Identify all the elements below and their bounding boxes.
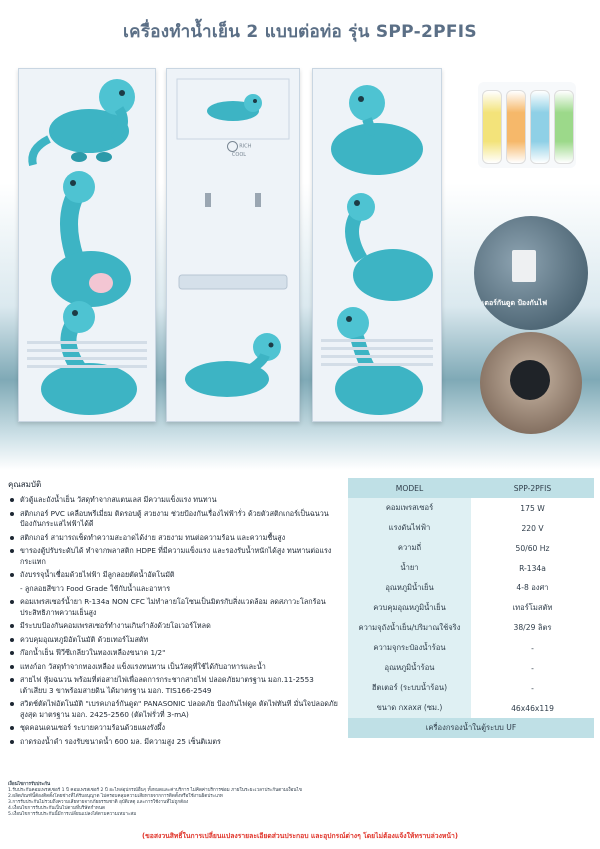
spec-label: ความจุกระป๋องน้ำร้อน: [348, 638, 471, 658]
filter-cartridge-2: [506, 90, 526, 164]
filter-cartridge-1: [482, 90, 502, 164]
filter-cartridge-4: [554, 90, 574, 164]
spec-table-footer: [348, 718, 594, 738]
spec-table: [348, 478, 594, 738]
spec-row: [348, 498, 594, 518]
spec-label: ควบคุมอุณหภูมิน้ำเย็น: [348, 598, 471, 618]
breaker-caption: เตอร์กันดูด ป้องกันไฟ: [482, 299, 548, 307]
filter-cartridge-3: [530, 90, 550, 164]
plug-inset-image: [480, 332, 582, 434]
warranty-line: 4.เงื่อนไขการรับประกันเป็นไปตามที่บริษัทกำหนด: [8, 806, 105, 811]
brand-logo: [219, 141, 259, 159]
breaker-inset-image: [474, 216, 588, 330]
brand-name: RICH COOL: [231, 143, 252, 158]
spec-label: ฮีตเตอร์ (ระบบน้ำร้อน): [348, 678, 471, 698]
spec-value: -: [471, 658, 594, 678]
cabinet-right-panel: [312, 68, 442, 422]
warranty-line: 1.รับประกันคอมเพรสเซอร์ 1 ปี คอมเพรสเซอร์ 2 ปี อะไหล่อุปกรณ์อื่นๆ ทั้งหมดและค่าบริการ ไม่คิดค่าบริการซ่อม ภายในระยะเวลาประกันตามเงื่อนไข: [8, 788, 303, 793]
spec-label: ความจุถังน้ำเย็น/ปริมาณใช้จริง: [348, 618, 471, 638]
spec-value: 46x46x119: [471, 698, 594, 718]
spec-label: แรงดันไฟฟ้า: [348, 518, 471, 538]
spec-label: อุณหภูมิน้ำเย็น: [348, 578, 471, 598]
feature-sub-item: - ลูกลอยสีขาว Food Grade ใช้กับน้ำและอาหาร: [20, 583, 171, 593]
page-title: เครื่องทำน้ำเย็น 2 แบบต่อท่อ รุ่น SPP-2PFIS: [123, 22, 477, 42]
spec-footer-text: เครื่องกรองน้ำในตู้ระบบ UF: [348, 718, 594, 738]
spec-value: 50/60 Hz: [471, 538, 594, 558]
spec-header-value: SPP-2PFIS: [471, 478, 594, 498]
spec-row: [348, 518, 594, 538]
warranty-notes: [8, 782, 588, 818]
feature-item: สติกเกอร์ PVC เคลือบพรีเมี่ยม ติดรอบตู้ สวยงาม ช่วยป้องกันเรื่องไฟฟ้ารั่ว ด้วยตัวสติกเกอร์เป็นฉนวนป้องกันกระแสไฟฟ้าได้ดี: [8, 509, 342, 530]
spec-row: [348, 558, 594, 578]
spec-value: 38/29 ลิตร: [471, 618, 594, 638]
product-hero-image: [0, 60, 600, 470]
spec-value: 175 W: [471, 498, 594, 518]
plug-head: [510, 360, 550, 400]
brand-logo-mark: [227, 141, 238, 152]
feature-item: แทงก์อก วัสดุทำจากทองเหลือง แข็งแรงทนทาน เป็นวัสดุที่ใช้ได้กับอาหารและน้ำ: [8, 662, 342, 673]
spec-row: [348, 538, 594, 558]
spec-label: น้ำยา: [348, 558, 471, 578]
spec-table-header: [348, 478, 594, 498]
breaker-switch: [512, 250, 536, 282]
cabinet-left-panel: [18, 68, 156, 422]
feature-item: ชุดคอนเดนเซอร์ ระบายความร้อนด้วยแผงรังผึ้ง: [8, 723, 342, 734]
spec-label: คอมเพรสเซอร์: [348, 498, 471, 518]
spec-row: [348, 618, 594, 638]
spec-row: [348, 698, 594, 718]
spec-row: [348, 598, 594, 618]
feature-item: มีระบบป้องกันคอมเพรสเซอร์ทำงานเกินกำลังด้วยโอเวอร์โหลด: [8, 621, 342, 632]
warranty-heading: เงื่อนไขการรับประกัน: [8, 782, 51, 787]
spec-value: 4-8 องศา: [471, 578, 594, 598]
feature-item: ถังบรรจุน้ำเชื่อมด้วยไฟฟ้า มีลูกลอยตัดน้ำอัตโนมัติ: [8, 570, 342, 581]
spec-value: 220 V: [471, 518, 594, 538]
spec-value: R-134a: [471, 558, 594, 578]
warranty-line: 3.การรับประกันไม่รวมถึงความเสียหายจากภัยธรรมชาติ อุบัติเหตุ และการใช้งานที่ไม่ถูกต้อง: [8, 800, 189, 805]
dinosaur-sticker-right: [313, 69, 441, 421]
features-list-continued: [8, 597, 342, 747]
features-section: [8, 478, 342, 750]
spec-row: [348, 638, 594, 658]
feature-item: ก๊อกน้ำเย็น ฟีวีซีเกลียวในทองเหลืองขนาด 1/2": [8, 648, 342, 659]
features-heading: คุณสมบัติ: [8, 480, 42, 489]
feature-item: สวิตช์ตัดไฟอัตโนมัติ "เบรคเกอร์กันดูด" PANASONIC ปลอดภัย ป้องกันไฟดูด ตัดไฟทันที มั่นใจปลอดภัยสูงสุด มาตรฐาน มอก. 2425-2560 (ตัดไฟรั่วที่ 3-mA): [8, 699, 342, 720]
spec-row: [348, 678, 594, 698]
dinosaur-sticker-center: [167, 69, 299, 421]
spec-row: [348, 578, 594, 598]
dinosaur-sticker-top: [19, 69, 155, 421]
spec-row: [348, 658, 594, 678]
warranty-line: 2.ผลิตภัณฑ์นี้ต้องติดตั้งโดยช่างที่ได้รับอนุญาต ไม่ครอบคลุมความเสียหายจากการติดตั้งหรือใช้งานผิดประเภท: [8, 794, 223, 799]
spec-label: ขนาด กxลxส (ซม.): [348, 698, 471, 718]
feature-item: คอมเพรสเซอร์น้ำยา R-134a NON CFC ไม่ทำลายโอโซนเป็นมิตรกับสิ่งแวดล้อม ลดสภาวะโลกร้อน ประสิทธิภาพความเย็นสูง: [8, 597, 342, 618]
feature-item: ถาดรองน้ำดำ รองรับขนาดน้ำ 600 มล. มีความสูง 25 เซ็นติเมตร: [8, 737, 342, 748]
feature-item: ควบคุมอุณหภูมิอัตโนมัติ ด้วยเทอร์โมสตัท: [8, 635, 342, 646]
feature-item: สายไฟ หุ้มฉนวน พร้อมที่ต่อสายไฟเพื่อลดการกระชากสายไฟ ปลอดภัยมาตรฐาน มอก.11-2553 เต้าเสียบ 3 ขาพร้อมสายดิน ได้มาตรฐาน มอก. TIS166-2549: [8, 675, 342, 696]
warranty-line: 5.เงื่อนไขการรับประกันนี้มีการเปลี่ยนแปลงได้ตามความเหมาะสม: [8, 812, 137, 817]
feature-item: ขารองตู้ปรับระดับได้ ทำจากพลาสติก HDPE ที่มีความแข็งแรง และรองรับน้ำหนักได้สูง ทนทานต่อแรงกระแทก: [8, 546, 342, 567]
spec-label: อุณหภูมิน้ำร้อน: [348, 658, 471, 678]
spec-value: -: [471, 678, 594, 698]
spec-value: -: [471, 638, 594, 658]
spec-value: เทอร์โมสตัท: [471, 598, 594, 618]
disclaimer-text: (ขอสงวนสิทธิ์ในการเปลี่ยนแปลงรายละเอียดส่วนประกอบ และอุปกรณ์ต่างๆ โดยไม่ต้องแจ้งให้ทราบล่วงหน้า): [142, 832, 458, 840]
spec-header-label: MODEL: [348, 478, 471, 498]
filter-inset-image: [478, 82, 576, 168]
feature-item: ตัวตู้และถังน้ำเย็น วัสดุทำจากสแตนเลส มีความแข็งแรง ทนทาน: [8, 495, 342, 506]
feature-item: สติกเกอร์ สามารถเช็ดทำความสะอาดได้ง่าย สวยงาม ทนต่อความร้อน และความชื้นสูง: [8, 533, 342, 544]
spec-label: ความถี่: [348, 538, 471, 558]
cabinet-front-panel: [166, 68, 300, 422]
features-list: [8, 495, 342, 581]
